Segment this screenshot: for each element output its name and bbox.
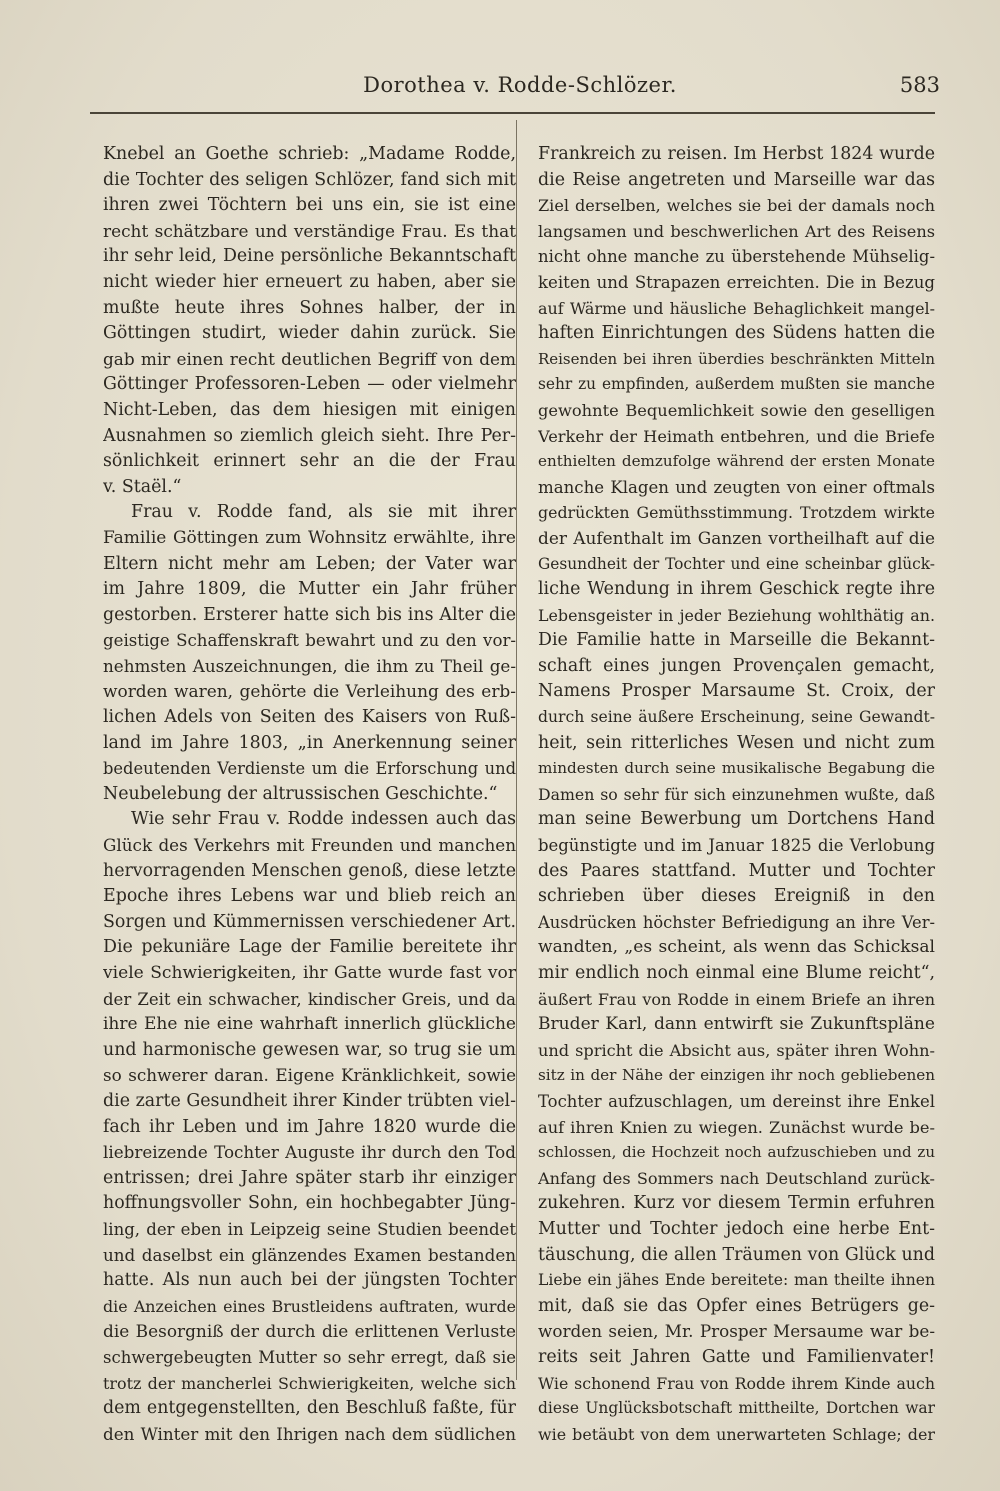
text-line: gewohnte Bequemlichkeit sowie den geselligen [538,400,935,420]
text-line: reits seit Jahren Gatte und Familienvater! [538,1346,935,1367]
text-line: gab mir einen recht deutlichen Begriff von dem [103,348,516,369]
text-line: geistige Schaffenskraft bewahrt und zu den vor- [103,631,516,651]
text-line: die Anzeichen eines Brustleidens auftraten, wurde [103,1296,516,1316]
text-line: und daselbst ein glänzendes Examen bestanden [103,1244,516,1265]
text-line: manche Klagen und zeugten von einer oftmals [538,477,935,497]
column-divider [516,120,517,1380]
header-rule [90,112,935,114]
text-line: man seine Bewerbung um Dortchens Hand [538,809,935,830]
text-line: Die pekuniäre Lage der Familie bereitete ihr [103,937,516,958]
text-line: Frankreich zu reisen. Im Herbst 1824 wurde [538,144,935,164]
text-line: Namens Prosper Marsaume St. Croix, der [538,681,935,702]
text-line: Die Familie hatte in Marseille die Bekannt- [538,630,935,651]
text-line: wie betäubt von dem unerwarteten Schlage; der [538,1424,935,1444]
text-line: lichen Adels von Seiten des Kaisers von Ruß- [103,707,516,728]
text-line: Epoche ihres Lebens war und blieb reich an [103,886,516,907]
text-line: dem entgegenstellten, den Beschluß faßte, für [103,1398,516,1419]
text-line: sönlichkeit erinnert sehr an die der Frau [103,451,516,472]
text-line: keiten und Strapazen erreichten. Die in Bezug [538,272,935,292]
text-line: recht schätzbare und verständige Frau. Es that [103,220,516,241]
text-line: Neubelebung der altrussischen Geschichte.“ [103,783,498,804]
text-line: Frau v. Rodde fand, als sie mit ihrer [131,502,516,523]
text-line: land im Jahre 1803, „in Anerkennung seiner [103,732,516,753]
text-line: worden seien, Mr. Prosper Mersaume war be- [538,1321,935,1342]
text-line: Ausnahmen so ziemlich gleich sieht. Ihre Per- [103,425,516,446]
text-line: trotz der mancherlei Schwierigkeiten, welche sich [103,1373,516,1393]
text-line: im Jahre 1809, die Mutter ein Jahr früher [103,579,516,600]
text-line: der Aufenthalt im Ganzen vortheilhaft auf die [538,527,935,548]
text-line: die zarte Gesundheit ihrer Kinder trübten viel- [103,1090,516,1111]
text-line: diese Unglücksbotschaft mittheilte, Dortchen war [538,1399,935,1418]
text-line: sehr zu empfinden, außerdem mußten sie manche [538,375,935,394]
text-line: Anfang des Sommers nach Deutschland zurück- [538,1168,935,1188]
text-line: den Winter mit den Ihrigen nach dem südlichen [103,1423,516,1444]
text-line: ihr sehr leid, Deine persönliche Bekanntschaft [103,246,516,267]
text-line: mindesten durch seine musikalische Begabung die [538,759,935,778]
text-line: enthielten demzufolge während der ersten Monate [538,452,935,471]
text-line: die Tochter des seligen Schlözer, fand sich mit [103,169,516,190]
right-text-column [538,142,935,1447]
text-line: ihre Ehe nie eine wahrhaft innerlich glückliche [103,1014,516,1035]
text-line: schwergebeugten Mutter so sehr erregt, daß sie [103,1347,516,1367]
text-line: Glück des Verkehrs mit Freunden und manchen [103,835,516,856]
text-line: liebreizende Tochter Auguste ihr durch den Tod [103,1142,516,1163]
text-line: haften Einrichtungen des Südens hatten die [538,323,935,344]
text-line: die Besorgniß der durch die erlittenen Verluste [103,1321,516,1342]
text-line: Bruder Karl, dann entwirft sie Zukunftspläne [538,1014,935,1035]
text-line: ling, der eben in Leipzeig seine Studien beendet [103,1219,516,1239]
text-line: Lebensgeister in jeder Beziehung wohlthätig an. [538,605,935,625]
text-line: Damen so sehr für sich einzunehmen wußte, daß [538,784,935,804]
text-line: der Zeit ein schwacher, kindischer Greis, und da [103,989,516,1009]
text-line: auf ihren Knien zu wiegen. Zunächst wurde be- [538,1117,935,1137]
text-line: äußert Frau von Rodde in einem Briefe an ihren [538,989,935,1009]
text-line: mit, daß sie das Opfer eines Betrügers ge- [538,1295,935,1316]
text-line: begünstigte und im Januar 1825 die Verlobung [538,836,935,856]
text-line: zukehren. Kurz vor diesem Termin erfuhren [538,1193,935,1214]
text-line: Wie schonend Frau von Rodde ihrem Kinde auch [538,1373,935,1393]
text-line: hervorragenden Menschen genoß, diese letzte [103,860,516,881]
text-line: Nicht-Leben, das dem hiesigen mit einigen [103,399,516,420]
page-number: 583 [899,73,940,97]
text-line: v. Staël.“ [103,476,182,497]
text-line: und harmonische gewesen war, so trug sie um [103,1039,516,1060]
text-line: so schwerer daran. Eigene Kränklichkeit, sowie [103,1065,516,1086]
text-line: schaft eines jungen Provençalen gemacht, [538,655,935,676]
text-line: hatte. Als nun auch bei der jüngsten Tochter [103,1270,516,1291]
text-line: nicht wieder hier erneuert zu haben, aber sie [103,271,516,292]
text-line: mußte heute ihres Sohnes halber, der in [103,297,516,318]
text-line: Ausdrücken höchster Befriedigung an ihre Ver- [538,912,935,932]
text-line: wandten, „es scheint, als wenn das Schicksal [538,937,935,958]
text-line: Knebel an Goethe schrieb: „Madame Rodde, [103,144,516,164]
running-header-title: Dorothea v. Rodde-Schlözer. [363,73,677,97]
text-line: gestorben. Ersterer hatte sich bis ins Alter die [103,604,516,625]
text-line: langsamen und beschwerlichen Art des Reisens [538,221,935,241]
text-line: täuschung, die allen Träumen von Glück und [538,1244,935,1265]
text-line: Mutter und Tochter jedoch eine herbe Ent- [538,1218,935,1239]
text-line: Eltern nicht mehr am Leben; der Vater war [103,553,516,574]
text-line: des Paares stattfand. Mutter und Tochter [538,860,935,881]
text-line: Göttingen studirt, wieder dahin zurück. Sie [103,323,516,344]
text-line: die Reise angetreten und Marseille war das [538,169,935,190]
text-line: heit, sein ritterliches Wesen und nicht zum [538,732,935,753]
left-text-column [103,142,516,1447]
text-line: fach ihr Leben und im Jahre 1820 wurde die [103,1116,516,1137]
text-line: viele Schwierigkeiten, ihr Gatte wurde fast vor [103,963,516,983]
text-line: schlossen, die Hochzeit noch aufzuschieben und zu [538,1143,935,1162]
text-line: Liebe ein jähes Ende bereitete: man theilte ihnen [538,1271,935,1290]
text-line: hoffnungsvoller Sohn, ein hochbegabter Jüng- [103,1193,516,1214]
text-line: Verkehr der Heimath entbehren, und die Briefe [538,426,935,446]
text-line: Ziel derselben, welches sie bei der damals noch [538,196,935,216]
text-line: Tochter aufzuschlagen, um dereinst ihre Enkel [538,1091,935,1111]
text-line: durch seine äußere Erscheinung, seine Gewandt- [538,708,935,727]
text-line: Wie sehr Frau v. Rodde indessen auch das [131,809,516,830]
text-line: gedrückten Gemüthsstimmung. Trotzdem wirkte [538,503,935,523]
text-line: schrieben über dieses Ereigniß in den [538,886,935,907]
text-line: nicht ohne manche zu überstehende Mühselig- [538,247,935,267]
text-line: Göttinger Professoren-Leben — oder vielmehr [103,374,516,395]
text-line: Sorgen und Kümmernissen verschiedener Art. [103,911,516,932]
text-line: Gesundheit der Tochter und eine scheinbar glück- [538,554,935,573]
text-line: Reisenden bei ihren überdies beschränkten Mitteln [538,349,935,368]
text-line: ihren zwei Töchtern bei uns ein, sie ist eine [103,195,516,216]
text-line: und spricht die Absicht aus, später ihren Wohn- [538,1040,935,1060]
text-line: worden waren, gehörte die Verleihung des erb- [103,681,516,702]
text-line: entrissen; drei Jahre später starb ihr einziger [103,1167,516,1188]
text-line: Familie Göttingen zum Wohnsitz erwählte, ihre [103,527,516,548]
text-line: sitz in der Nähe der einzigen ihr noch gebliebenen [538,1066,935,1085]
text-line: mir endlich noch einmal eine Blume reicht“, [538,963,935,983]
text-line: liche Wendung in ihrem Geschick regte ihre [538,579,935,600]
text-line: auf Wärme und häusliche Behaglichkeit mangel- [538,298,935,318]
text-line: bedeutenden Verdienste um die Erforschung und [103,759,516,779]
text-line: nehmsten Auszeichnungen, die ihm zu Theil ge- [103,655,516,676]
